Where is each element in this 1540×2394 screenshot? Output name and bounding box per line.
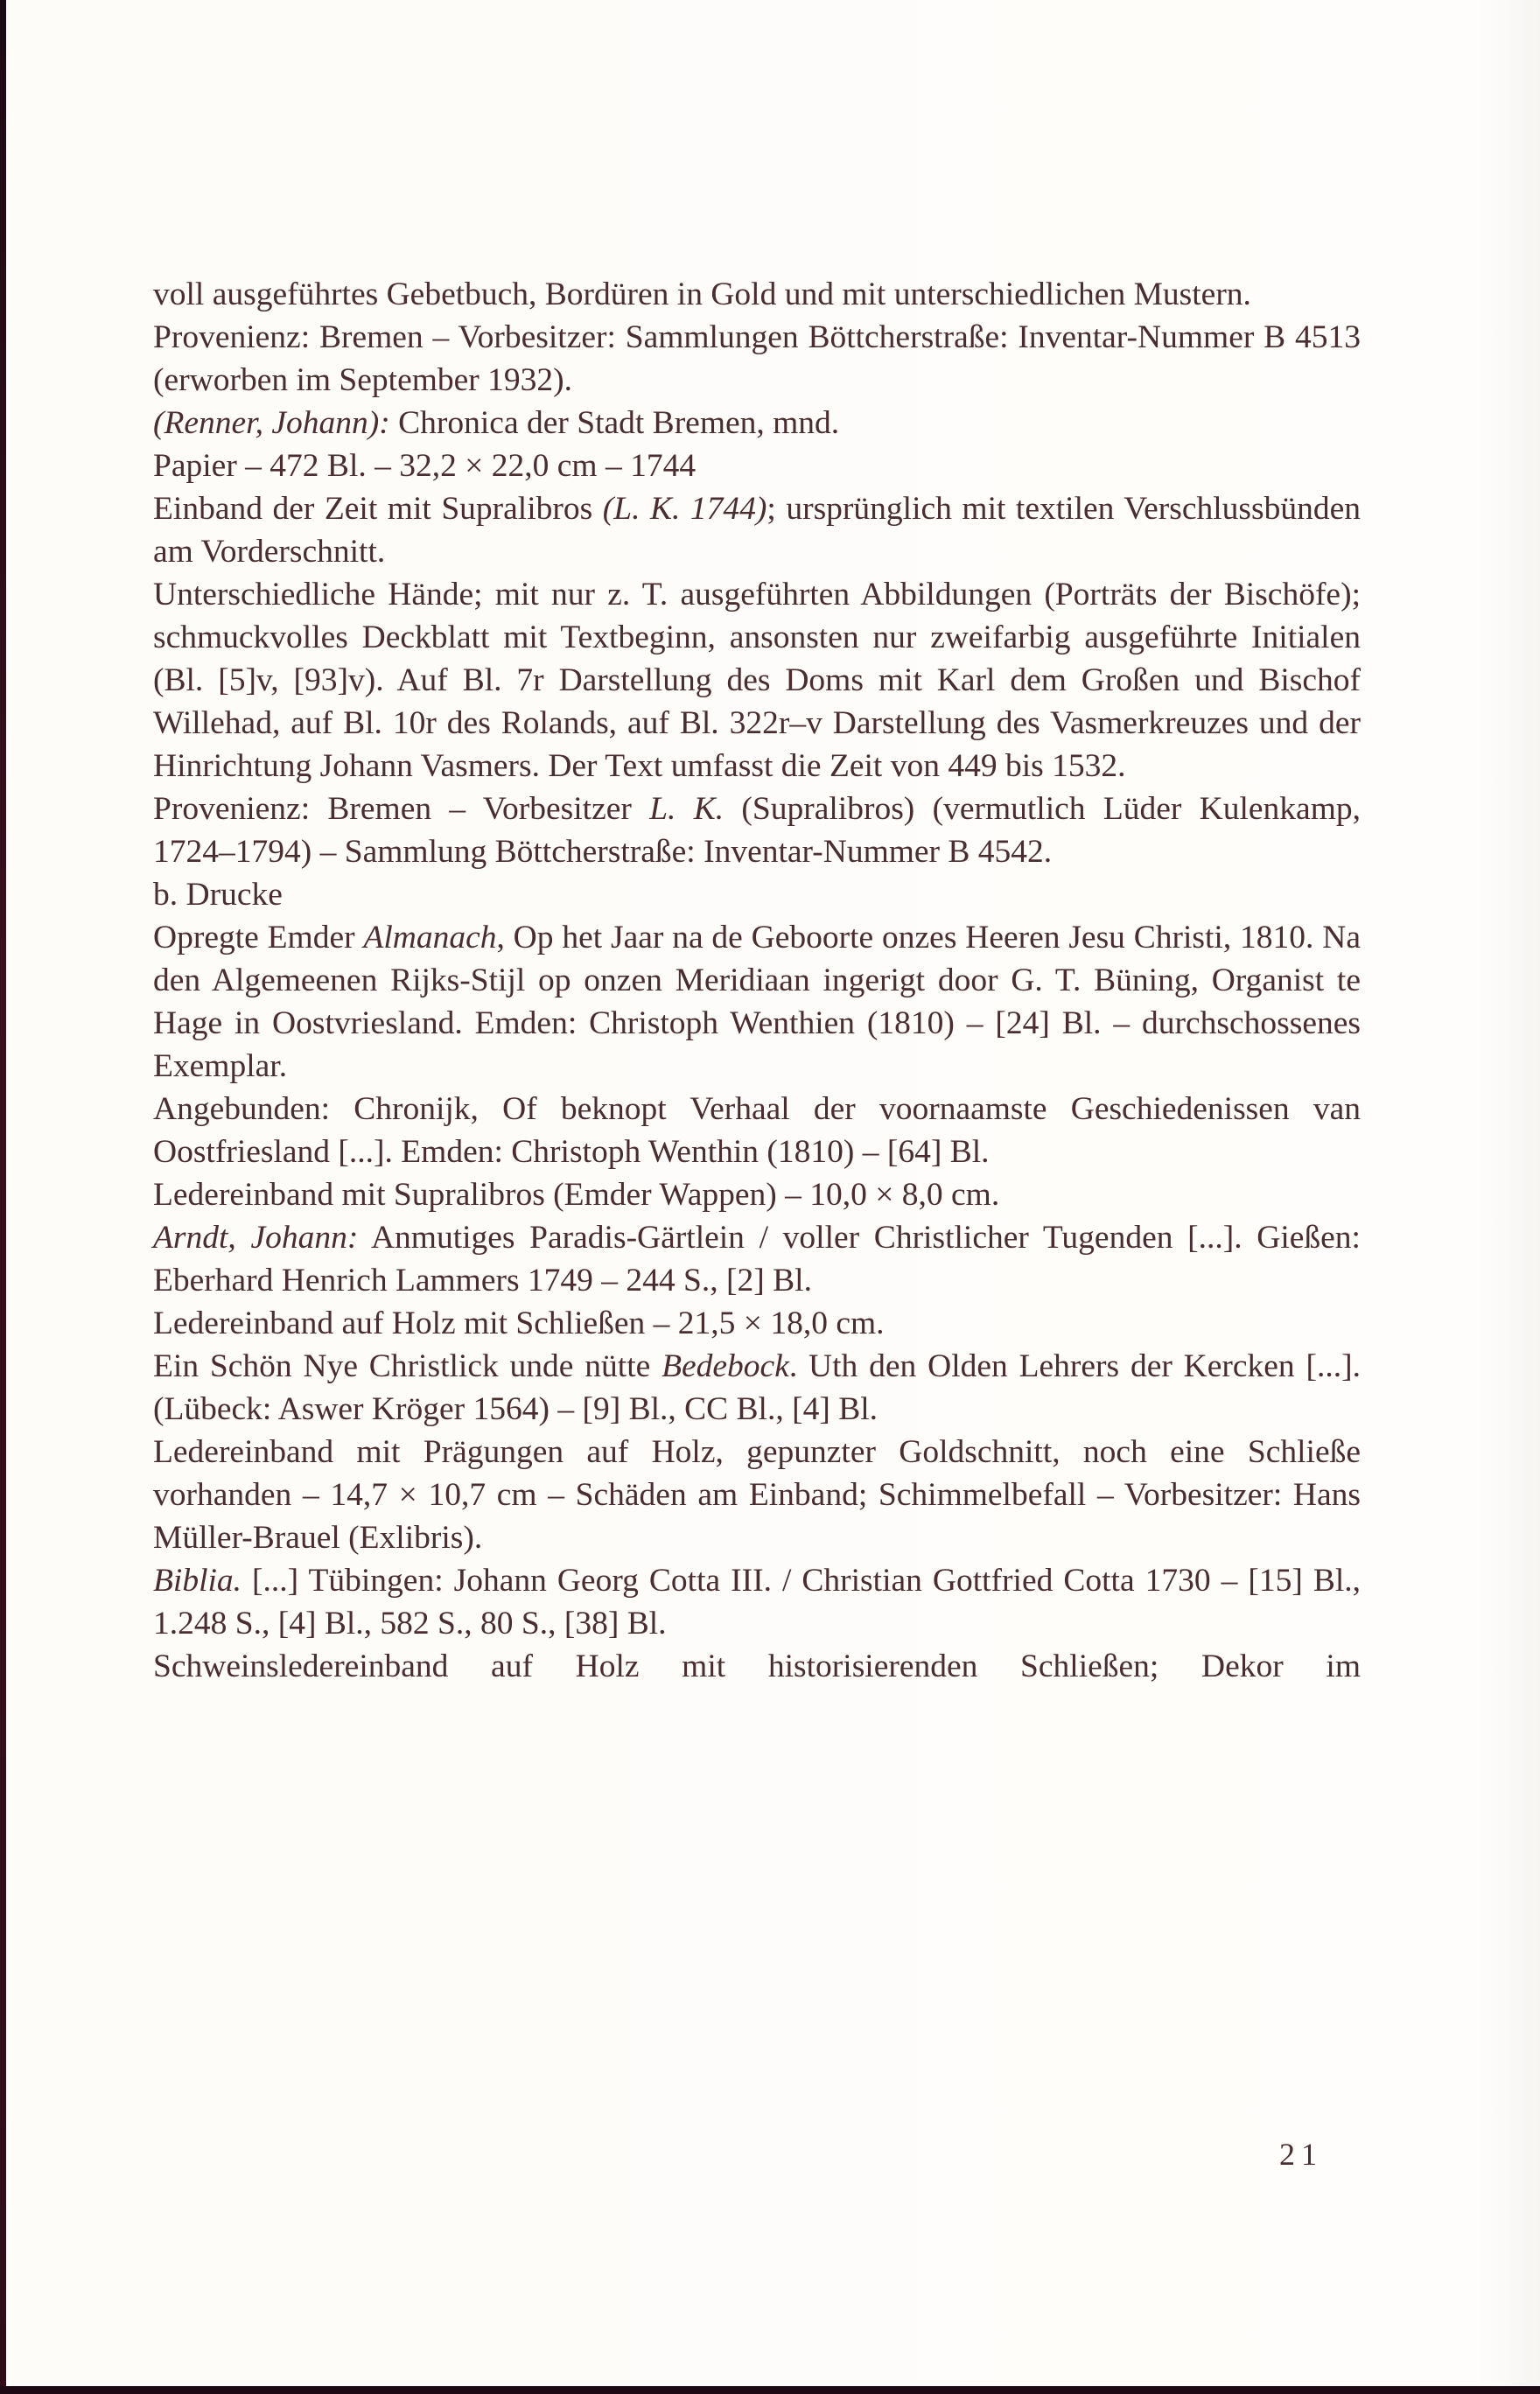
italic-text-segment: (L. K. 1744)	[602, 491, 767, 527]
scan-edge-left	[0, 0, 6, 2394]
catalog-paragraph	[153, 487, 1361, 573]
text-segment: Opregte Emder	[153, 920, 364, 956]
italic-text-segment: Biblia.	[153, 1563, 242, 1599]
text-segment: Chronica der Stadt Bremen, mnd.	[389, 405, 840, 441]
text-segment: Ledereinband mit Supralibros (Emder Wappen) – 10,0 × 8,0 cm.	[153, 1177, 1000, 1213]
italic-text-segment: (Renner, Johann):	[153, 405, 390, 441]
catalog-paragraph	[153, 273, 1361, 316]
text-segment: Provenienz: Bremen – Vorbesitzer: Sammlungen Böttcherstraße: Inventar-Nummer B 4513 (erworben im September 1932).	[153, 319, 1361, 398]
catalog-paragraph	[153, 316, 1361, 402]
catalog-paragraph	[153, 1431, 1361, 1559]
text-segment: Anmutiges Paradis-Gärtlein / voller Christlicher Tugenden [...]. Gießen: Eberhard Henrich Lammers 1749 – 244 S., [2] Bl.	[153, 1220, 1361, 1298]
catalog-paragraph	[153, 788, 1361, 873]
italic-text-segment: Almanach	[363, 920, 497, 956]
text-segment: [...] Tübingen: Johann Georg Cotta III. / Christian Gottfried Cotta 1730 – [15] Bl., 1.248 S., [4] Bl., 582 S., 80 S., [38] Bl.	[153, 1563, 1361, 1642]
section-heading	[153, 873, 1361, 916]
text-segment: , Op het Jaar na de Geboorte onzes Heeren Jesu Christi, 1810. Na den Algemeenen Rijks-Stijl op onzen Meridiaan ingerigt door G. T. Büning, Organist te Hage in Oostvriesland. Emden: Christoph Wenthien (1810) – [24] Bl. – durchschossenes Exemplar.	[153, 920, 1361, 1084]
catalog-paragraph	[153, 1559, 1361, 1645]
text-segment: Unterschiedliche Hände; mit nur z. T. ausgeführten Abbildungen (Porträts der Bischöfe); schmuckvolles Deckblatt mit Textbeginn, ansonsten nur zweifarbig ausgeführte Initialen (Bl. [5]v, [93]v). Auf Bl. 7r Darstellung des Doms mit Karl dem Großen und Bischof Willehad, auf Bl. 10r des Rolands, auf Bl. 322r–v Darstellung des Vasmerkreuzes und der Hinrichtung Johann Vasmers. Der Text umfasst die Zeit von 449 bis 1532.	[153, 577, 1361, 784]
italic-text-segment: L. K.	[649, 791, 724, 827]
catalog-paragraph	[153, 573, 1361, 788]
text-segment: voll ausgeführtes Gebetbuch, Bordüren in Gold und mit unterschiedlichen Mustern.	[153, 276, 1251, 312]
catalog-text-content	[153, 273, 1361, 1688]
catalog-paragraph	[153, 916, 1361, 1088]
italic-text-segment: Arndt, Johann:	[153, 1220, 359, 1256]
text-segment: Ledereinband auf Holz mit Schließen – 21,5 × 18,0 cm.	[153, 1306, 885, 1341]
italic-text-segment: Bedebock	[662, 1348, 789, 1384]
text-segment: (Supralibros) (vermutlich Lüder Kulenkamp, 1724–1794) – Sammlung Böttcherstraße: Inventar-Nummer B 4542.	[153, 791, 1361, 870]
page-number: 21	[1279, 2137, 1323, 2172]
text-segment: Papier – 472 Bl. – 32,2 × 22,0 cm – 1744	[153, 448, 696, 484]
text-segment: Ein Schön Nye Christlick unde nütte	[153, 1348, 662, 1384]
catalog-paragraph	[153, 1645, 1361, 1688]
catalog-paragraph	[153, 1088, 1361, 1173]
text-segment: Schweinsledereinband auf Holz mit historisierenden Schließen; Dekor im	[153, 1648, 1361, 1684]
catalog-paragraph	[153, 402, 1361, 444]
catalog-paragraph	[153, 444, 1361, 487]
catalog-paragraph	[153, 1173, 1361, 1216]
catalog-paragraph	[153, 1302, 1361, 1345]
text-segment: Ledereinband mit Prägungen auf Holz, gepunzter Goldschnitt, noch eine Schließe vorhanden – 14,7 × 10,7 cm – Schäden am Einband; Schimmelbefall – Vorbesitzer: Hans Müller-Brauel (Exlibris).	[153, 1434, 1361, 1556]
text-segment: b. Drucke	[153, 877, 283, 913]
catalog-paragraph	[153, 1216, 1361, 1302]
catalog-paragraph	[153, 1345, 1361, 1431]
text-segment: . Uth den Olden Lehrers der Kercken [...]. (Lübeck: Aswer Kröger 1564) – [9] Bl., CC Bl., [4] Bl.	[153, 1348, 1361, 1427]
text-segment: ; ursprünglich mit textilen Verschlussbünden am Vorderschnitt.	[153, 491, 1362, 570]
text-segment: Einband der Zeit mit Supralibros	[153, 491, 603, 527]
scan-edge-bottom	[0, 2386, 1540, 2394]
text-segment: Angebunden: Chronijk, Of beknopt Verhaal der voornaamste Geschiedenissen van Oostfriesland [...]. Emden: Christoph Wenthin (1810) – [64] Bl.	[153, 1091, 1361, 1170]
text-segment: Provenienz: Bremen – Vorbesitzer	[153, 791, 650, 827]
